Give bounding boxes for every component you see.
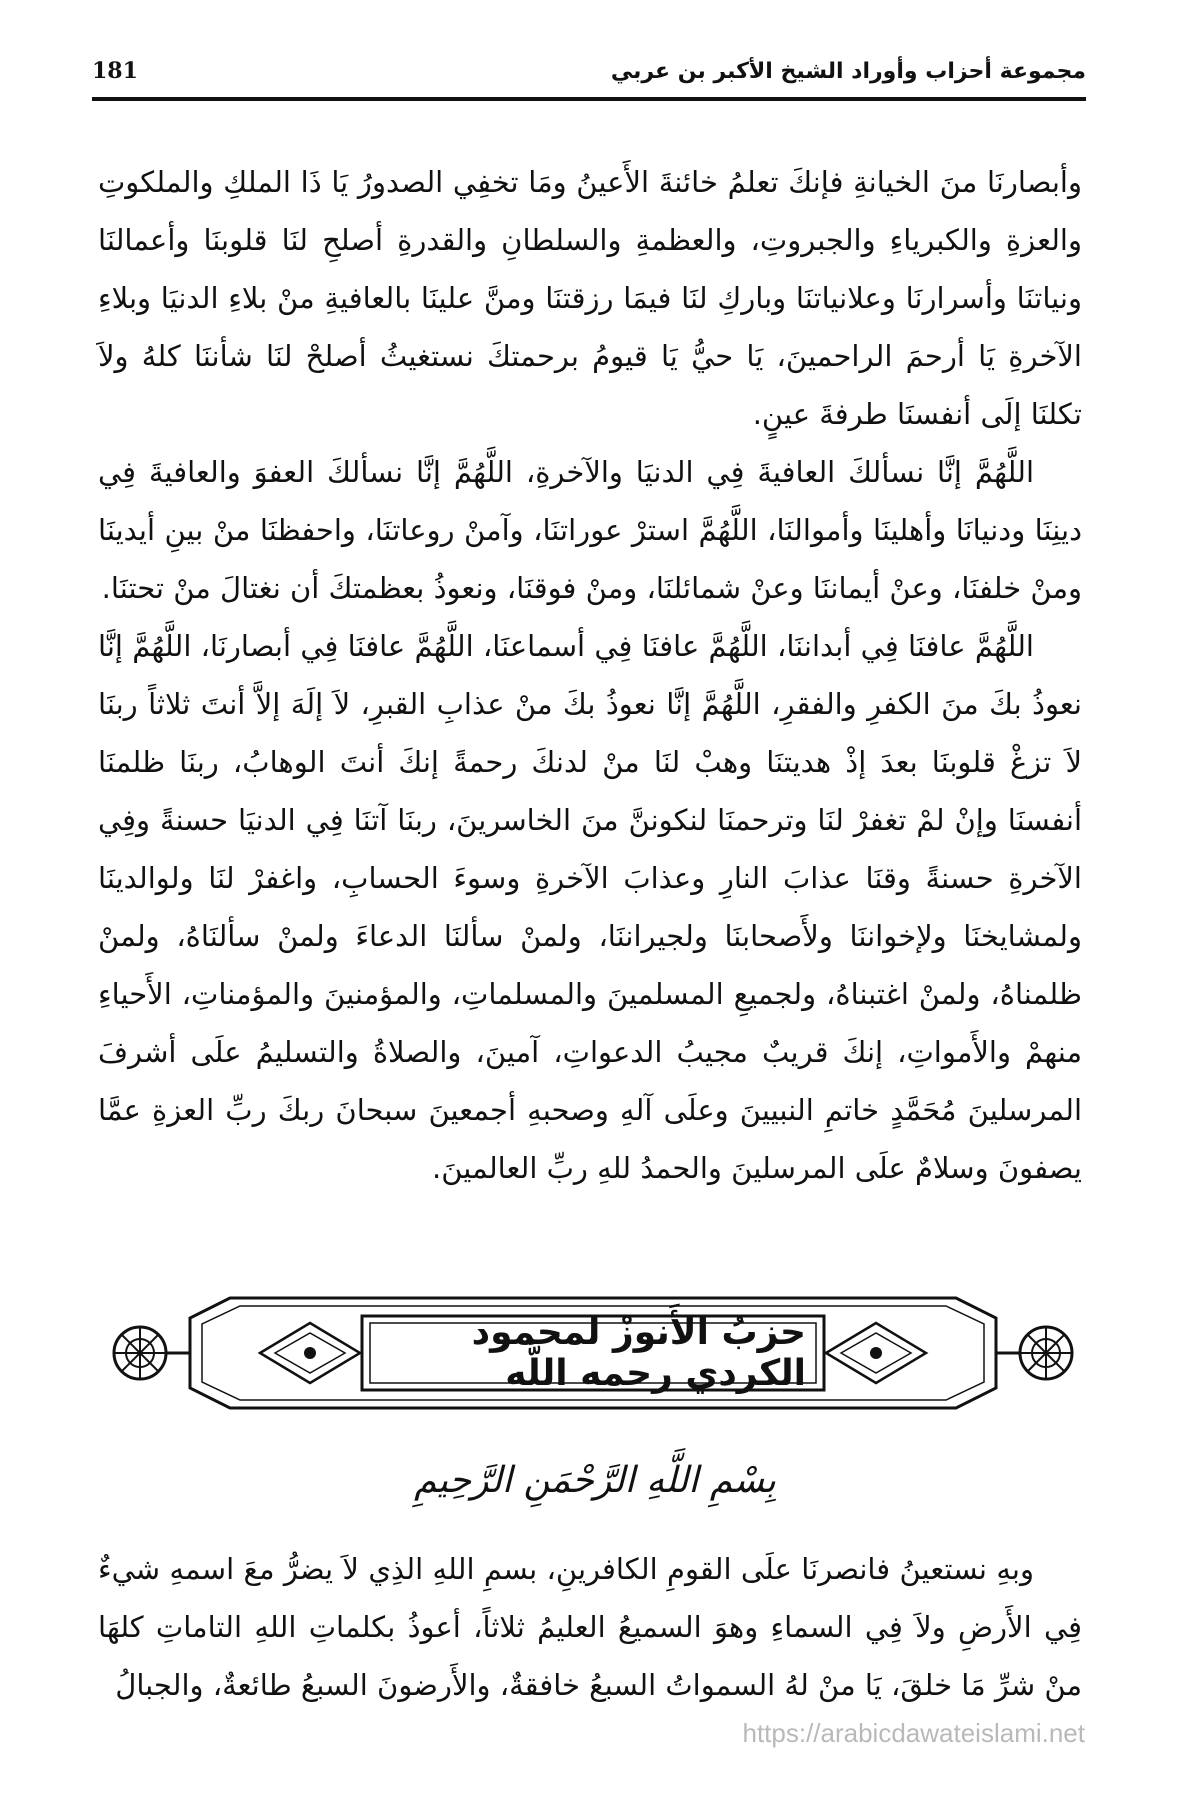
running-header — [92, 44, 1086, 84]
paragraph: وبهِ نستعينُ فانصرنَا علَى القومِ الكافرينِ، بسمِ اللهِ الذِي لاَ يضرُّ معَ اسمهِ شيءٌ فِي الأَرضِ ولاَ فِي السماءِ وهوَ السميعُ العليمُ ثلاثاً، أعوذُ بكلماتِ اللهِ التاماتِ كلهَا منْ شرِّ مَا خلقَ، يَا منْ لهُ السمواتُ السبعُ خافقةٌ، والأَرضونَ السبعُ طائعةٌ، والجبالُ — [98, 1552, 1082, 1702]
watermark-url: https://arabicdawateislami.net — [742, 1718, 1085, 1748]
section-text — [98, 1540, 1082, 1714]
section-title: حزبُ الأَنوزْ لمحمود الكردي رحمه اللَّه — [471, 1312, 806, 1394]
paragraph: اللَّهُمَّ عافنَا فِي أبداننَا، اللَّهُمَّ عافنَا فِي أسماعنَا، اللَّهُمَّ عافنَا فِي أبصارنَا، اللَّهُمَّ إنَّا نعوذُ بكَ منَ الكفرِ والفقرِ، اللَّهُمَّ إنَّا نعوذُ بكَ منْ عذابِ القبرِ، لاَ إلَهَ إلاَّ أنتَ ثلاثاً ربنَا لاَ تزغْ قلوبنَا بعدَ إذْ هديتنَا وهبْ لنَا منْ لدنكَ رحمةً إنكَ أنتَ الوهابُ، ربنَا ظلمنَا أنفسنَا وإنْ لمْ تغفرْ لنَا وترحمنَا لنكوننَّ منَ الخاسرينَ، ربنَا آتنَا فِي الدنيَا حسنةً وفِي الآخرةِ حسنةً وقنَا عذابَ النارِ وعذابَ الآخرةِ وسوءَ الحسابِ، واغفرْ لنَا ولوالدينَا ولمشايخنَا ولإخواننَا ولأَصحابنَا ولجيراننَا، ولمنْ سألنَا الدعاءَ ولمنْ سألنَاهُ، ولمنْ ظلمناهُ، ولمنْ اغتبناهُ، ولجميعِ المسلمينَ والمسلماتِ، والمؤمنينَ والمؤمناتِ، الأَحياءِ منهمْ والأَمواتِ، إنكَ قريبٌ مجيبُ الدعواتِ، آمينَ، والصلاةُ والتسليمُ علَى أشرفَ المرسلينَ مُحَمَّدٍ خاتمِ النبيينَ وعلَى آلهِ وصحبهِ أجمعينَ سبحانَ ربكَ ربِّ العزةِ عمَّا يصفونَ وسلامٌ علَى المرسلينَ والحمدُ للهِ ربِّ العالمينَ. — [98, 629, 1082, 1185]
basmala-calligraphy: بِسْمِ اللَّهِ الرَّحْمَنِ الرَّحِيمِ — [414, 1459, 776, 1501]
section-title-banner — [100, 1278, 1086, 1428]
book-title: مجموعة أحزاب وأوراد الشيخ الأكبر بن عربي — [610, 59, 1086, 84]
paragraph: وأبصارنَا منَ الخيانةِ فإنكَ تعلمُ خائنةَ الأَعينُ ومَا تخفِي الصدورُ يَا ذَا الملكِ والملكوتِ والعزةِ والكبرياءِ والجبروتِ، والعظمةِ والسلطانِ والقدرةِ أصلحِ لنَا قلوبنَا وأعمالنَا ونياتنَا وأسرارنَا وعلانياتنَا وباركِ لنَا فيمَا رزقتنَا ومنَّ علينَا بالعافيةِ منْ بلاءِ الدنيَا وبلاءِ الآخرةِ يَا أرحمَ الراحمينَ، يَا حيُّ يَا قيومُ برحمتكَ نستغيثُ أصلحْ لنَا شأننَا كلهُ ولاَ تكلنَا إلَى أنفسنَا طرفةَ عينٍ. — [98, 165, 1082, 431]
page-number: 181 — [92, 58, 138, 84]
header-divider — [92, 97, 1086, 101]
main-text — [98, 153, 1082, 1197]
paragraph: اللَّهُمَّ إنَّا نسألكَ العافيةَ فِي الدنيَا والآخرةِ، اللَّهُمَّ إنَّا نسألكَ العفوَ والعافيةَ فِي دينِنَا ودنيانَا وأهلينَا وأموالنَا، اللَّهُمَّ استرْ عوراتنَا، وآمنْ روعاتنَا، واحفظنَا منْ بينِ أيدينَا ومنْ خلفنَا، وعنْ أيماننَا وعنْ شمائلنَا، ومنْ فوقنَا، ونعوذُ بعظمتكَ أن نغتالَ منْ تحتنَا. — [98, 455, 1082, 605]
